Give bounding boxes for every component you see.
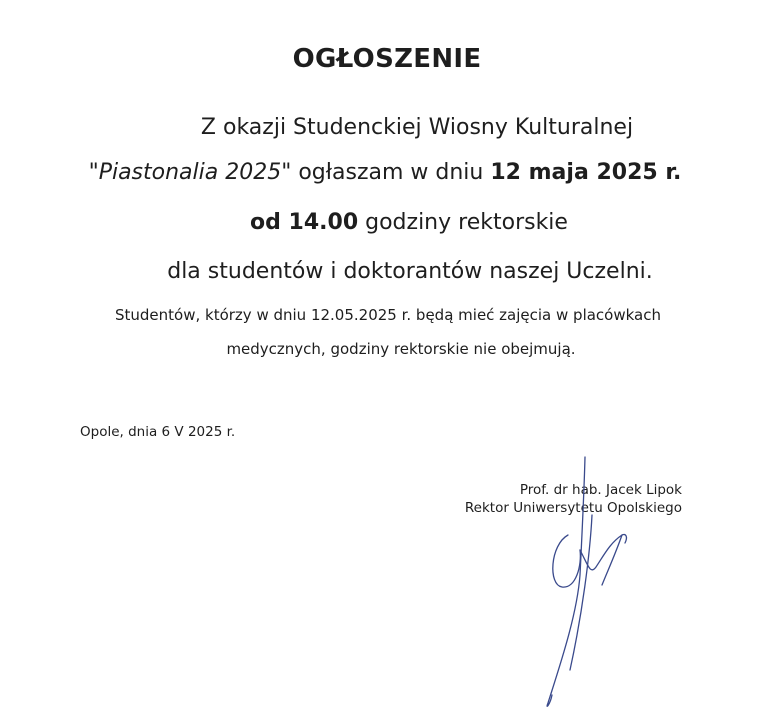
announcement-line-3 — [22, 210, 774, 235]
signatory-role: Rektor Uniwersytetu Opolskiego — [464, 500, 682, 516]
note-line-2: medycznych, godziny rektorskie nie obejmują. — [226, 340, 576, 358]
announcement-line-4: dla studentów i doktorantów naszej Uczelni. — [167, 259, 653, 284]
signatory-name: Prof. dr hab. Jacek Lipok — [519, 482, 682, 498]
announcement-line-1: Z okazji Studenckiej Wiosny Kulturalnej — [200, 115, 634, 140]
announcement-line-2 — [0, 160, 772, 185]
place-and-date: Opole, dnia 6 V 2025 r. — [80, 424, 236, 440]
event-date: 12 maja 2025 r. — [490, 160, 682, 185]
event-name: "Piastonalia 2025" — [88, 160, 292, 185]
handwritten-signature-icon — [530, 455, 650, 715]
document-title: OGŁOSZENIE — [292, 44, 482, 74]
announcement-text-hours: godziny rektorskie — [358, 210, 568, 235]
event-time: od 14.00 — [250, 210, 359, 235]
announcement-text: ogłaszam w dniu — [291, 160, 491, 185]
note-line-1: Studentów, którzy w dniu 12.05.2025 r. będą mieć zajęcia w placówkach — [114, 306, 661, 324]
